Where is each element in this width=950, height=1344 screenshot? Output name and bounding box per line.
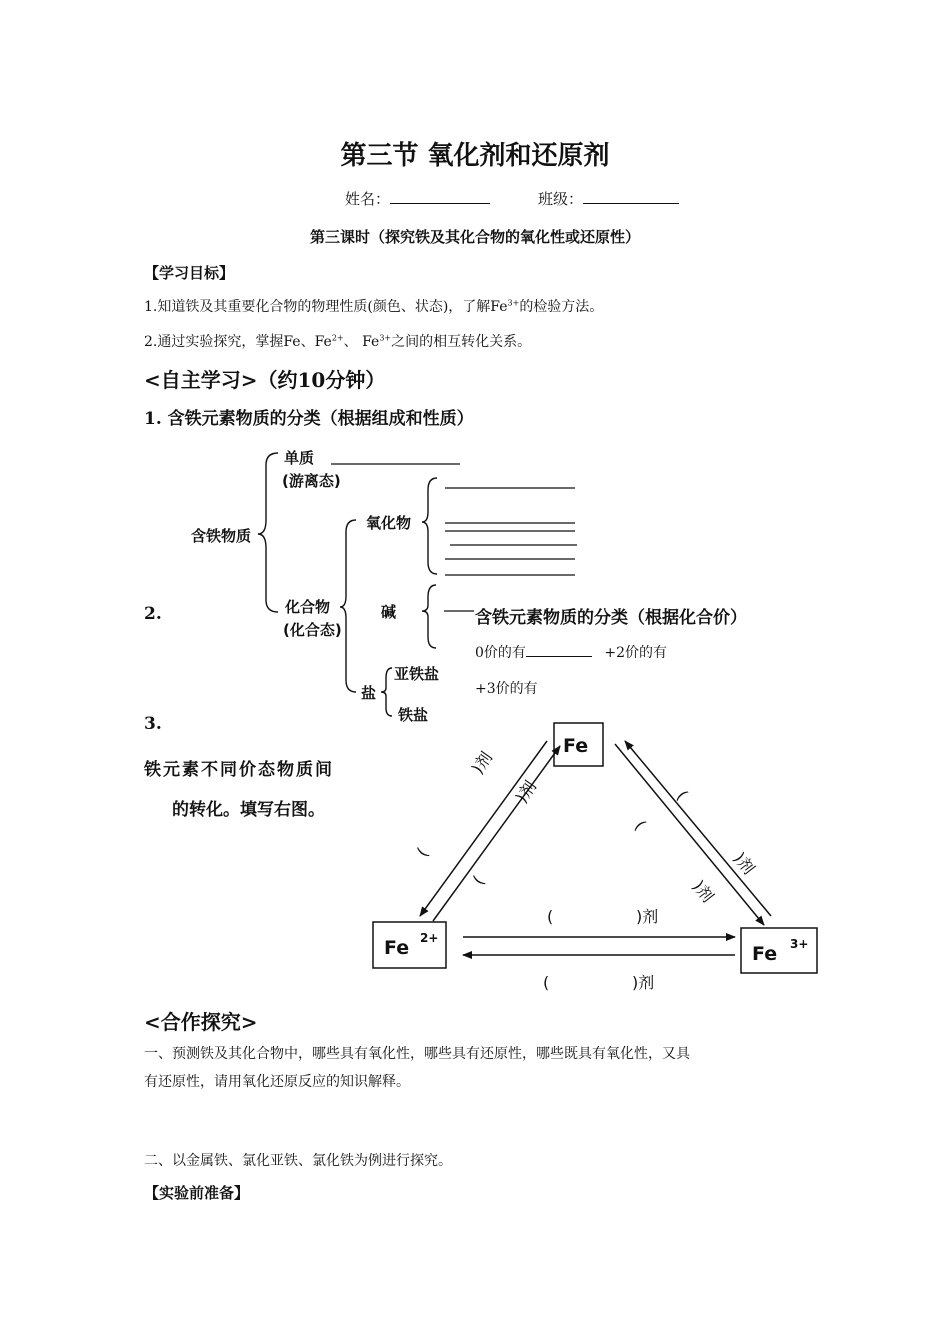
agent-blank-5-open[interactable]: ( bbox=[547, 907, 554, 926]
tree-oxide: 氧化物 bbox=[366, 514, 412, 532]
question-1-line-1: 一、预测铁及其化合物中，哪些具有氧化性，哪些具有还原性，哪些既具有氧化性，又具 bbox=[144, 1046, 690, 1062]
fe3-label: Fe bbox=[752, 943, 778, 965]
agent-blank-2-open[interactable]: ( bbox=[468, 872, 488, 889]
fe2-charge: 2+ bbox=[420, 931, 439, 945]
lesson-subtitle: 第三课时（探究铁及其化合物的氧化性或还原性） bbox=[309, 228, 640, 246]
page-title: 第三节 氧化剂和还原剂 bbox=[340, 141, 610, 171]
valence-2-label: +2价的有 bbox=[604, 645, 668, 661]
tree-compound: 化合物 bbox=[285, 598, 331, 616]
agent-blank-4-open[interactable]: ( bbox=[630, 816, 650, 834]
tree-ferric-salt: 铁盐 bbox=[398, 706, 429, 724]
tree-blanks bbox=[331, 464, 577, 611]
oxide-brace bbox=[422, 478, 437, 574]
triangle-arrows bbox=[420, 741, 771, 955]
objectives-heading: 【学习目标】 bbox=[144, 264, 235, 282]
item-2-number: 2. bbox=[144, 604, 162, 624]
arrow-fe-to-fe3 bbox=[615, 744, 764, 925]
tree-elemental: 单质 bbox=[284, 449, 315, 467]
tree-base: 碱 bbox=[381, 603, 397, 621]
tree-root: 含铁物质 bbox=[191, 527, 252, 545]
prep-heading: 【实验前准备】 bbox=[144, 1184, 250, 1202]
agent-blank-6-open[interactable]: ( bbox=[543, 973, 550, 992]
question-2: 二、以金属铁、氯化亚铁、氯化铁为例进行探究。 bbox=[144, 1153, 452, 1169]
triangle-diagram bbox=[373, 723, 817, 992]
cooperative-heading: <合作探究> bbox=[144, 1010, 258, 1034]
item-2-text: 含铁元素物质的分类（根据化合价） bbox=[475, 608, 747, 628]
item-3-number: 3. bbox=[144, 714, 162, 734]
objective-2-text-b: 、 Fe bbox=[343, 334, 380, 350]
fe-label: Fe bbox=[563, 735, 589, 757]
agent-blank-2-close[interactable]: )剂 bbox=[511, 777, 541, 807]
agent-blank-3-open[interactable]: ( bbox=[672, 786, 692, 804]
fe2-label: Fe bbox=[384, 937, 410, 959]
item-3-line-2: 的转化。填写右图。 bbox=[172, 800, 325, 820]
tree-ferrous-salt: 亚铁盐 bbox=[394, 665, 440, 683]
tree-compound-sub: (化合态) bbox=[283, 621, 342, 639]
objective-1-text-b: 的检验方法。 bbox=[519, 299, 604, 315]
agent-blank-4-close[interactable]: )剂 bbox=[688, 876, 718, 906]
item-3-line-1: 铁元素不同价态物质间 bbox=[144, 760, 334, 780]
valence-0-row bbox=[475, 642, 667, 662]
agent-blank-1-close[interactable]: )剂 bbox=[467, 748, 497, 778]
objective-2-text-a: 2.通过实验探究，掌握Fe、Fe bbox=[144, 334, 332, 350]
valence-0-blank[interactable] bbox=[526, 643, 592, 657]
valence-3-label: +3价的有 bbox=[475, 681, 538, 697]
tree-elemental-sub: (游离态) bbox=[282, 472, 341, 490]
valence-0-label: 0价的有 bbox=[475, 645, 526, 661]
objective-2-sup-2: 3+ bbox=[379, 333, 392, 343]
question-1-line-2: 有还原性，请用氧化还原反应的知识解释。 bbox=[144, 1074, 410, 1090]
objective-2-text-c: 之间的相互转化关系。 bbox=[391, 334, 532, 350]
objective-2-sup-1: 2+ bbox=[331, 333, 344, 343]
agent-blank-3-close[interactable]: )剂 bbox=[729, 848, 759, 878]
item-1: 1. 含铁元素物质的分类（根据组成和性质） bbox=[144, 409, 474, 429]
root-brace bbox=[258, 453, 278, 612]
objective-1-text-a: 1.知道铁及其重要化合物的物理性质(颜色、状态)，了解Fe bbox=[144, 299, 508, 315]
agent-blank-6-close[interactable]: )剂 bbox=[632, 973, 655, 992]
tree-salt: 盐 bbox=[361, 684, 377, 702]
arrow-fe2-to-fe bbox=[433, 746, 560, 921]
self-study-heading: <自主学习>（约10分钟） bbox=[144, 368, 386, 392]
agent-blank-1-open[interactable]: ( bbox=[412, 844, 432, 861]
compound-brace bbox=[340, 520, 356, 692]
objective-1-sup: 3+ bbox=[507, 298, 520, 308]
salt-brace bbox=[381, 668, 392, 716]
base-brace bbox=[422, 585, 436, 648]
agent-blank-5-close[interactable]: )剂 bbox=[636, 907, 659, 926]
class-label: 班级： bbox=[538, 190, 584, 208]
name-label: 姓名： bbox=[345, 190, 391, 208]
fe3-charge: 3+ bbox=[790, 937, 809, 951]
